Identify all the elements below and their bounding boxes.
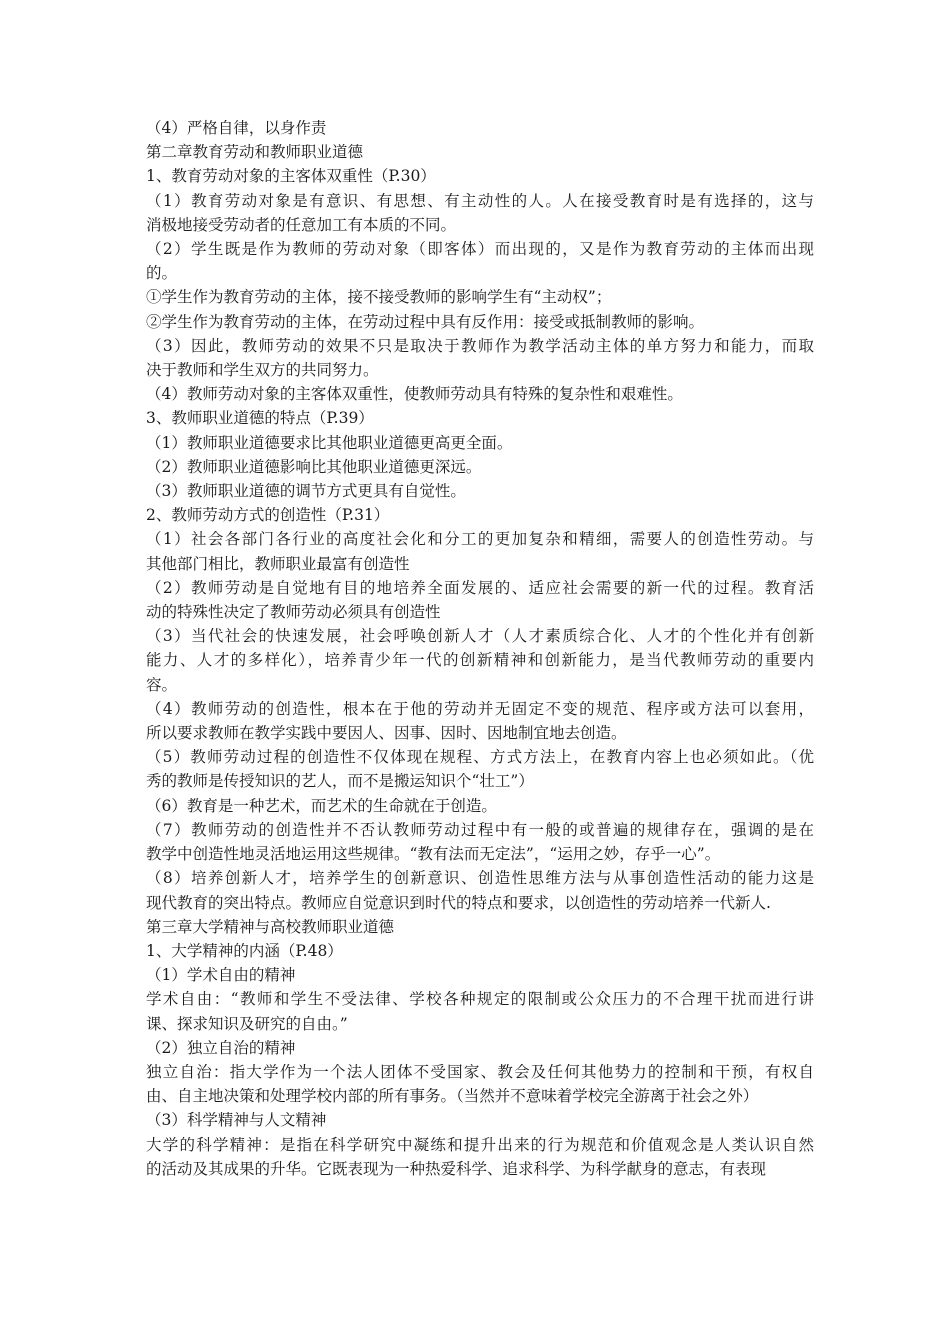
text-line: 第三章大学精神与高校教师职业道德 (146, 917, 395, 936)
text-line: 独立自治：指大学作为一个法人团体不受国家、教会及任何其他势力的控制和干预，有权自 (146, 1062, 814, 1081)
text-line: 动的特殊性决定了教师劳动必须具有创造性 (146, 603, 441, 622)
text-line: 第二章教育劳动和教师职业道德 (146, 143, 364, 162)
text-line: （4）教师劳动的创造性，根本在于他的劳动并无固定不变的规范、程序或方法可以套用， (146, 699, 814, 718)
paragraph (146, 406, 814, 430)
paragraph (146, 987, 814, 1035)
text-line: （1）学术自由的精神 (146, 966, 296, 985)
text-line: 由、自主地决策和处理学校内部的所有事务。（当然并不意味着学校完全游离于社会之外） (146, 1087, 759, 1106)
paragraph (146, 576, 814, 624)
text-line: 现代教育的突出特点。教师应自觉意识到时代的特点和要求，以创造性的劳动培养一代新人. (146, 893, 771, 912)
text-line: 学术自由：“教师和学生不受法律、学校各种规定的限制或公众压力的不合理干扰而进行讲 (146, 990, 814, 1009)
text-line: 其他部门相比，教师职业最富有创造性 (146, 554, 410, 573)
text-line: 3、教师职业道德的特点（P.39） (146, 409, 374, 428)
paragraph (146, 334, 814, 382)
text-line: （4）严格自律，以身作责 (146, 119, 327, 137)
text-line: 秀的教师是传授知识的艺人，而不是搬运知识个“壮工”） (146, 772, 534, 791)
paragraph (146, 1108, 814, 1132)
text-line: 所以要求教师在教学实践中要因人、因事、因时、因地制宜地去创造。 (146, 724, 627, 743)
paragraph (146, 1060, 814, 1108)
paragraph (146, 140, 814, 164)
paragraph (146, 915, 814, 939)
text-line: （2）教师劳动是自觉地有目的地培养全面发展的、适应社会需要的新一代的过程。教育活 (146, 578, 814, 597)
text-line: （5）教师劳动过程的创造性不仅体现在规程、方式方法上，在教育内容上也必须如此。（优 (146, 748, 814, 767)
text-line: ①学生作为教育劳动的主体，接不接受教师的影响学生有“主动权”； (146, 288, 612, 307)
paragraph (146, 310, 814, 334)
paragraph (146, 697, 814, 745)
paragraph (146, 503, 814, 527)
paragraph (146, 189, 814, 237)
text-line: 1、教育劳动对象的主客体双重性（P.30） (146, 167, 436, 186)
paragraph (146, 1133, 814, 1181)
paragraph (146, 285, 814, 309)
text-line: （4）教师劳动对象的主客体双重性，使教师劳动具有特殊的复杂性和艰难性。 (146, 385, 683, 404)
text-line: 的。 (146, 264, 178, 283)
paragraph (146, 455, 814, 479)
paragraph (146, 624, 814, 697)
paragraph (146, 939, 814, 963)
paragraph (146, 431, 814, 455)
text-line: （3）因此，教师劳动的效果不只是取决于教师作为教学活动主体的单方努力和能力，而取 (146, 336, 814, 355)
paragraph (146, 1036, 814, 1060)
paragraph (146, 116, 814, 140)
paragraph (146, 527, 814, 575)
text-line: （7）教师劳动的创造性并不否认教师劳动过程中有一般的或普遍的规律存在，强调的是在 (146, 820, 814, 839)
paragraph (146, 745, 814, 793)
text-line: （2）独立自治的精神 (146, 1038, 296, 1057)
text-line: （8）培养创新人才，培养学生的创新意识、创造性思维方法与从事创造性活动的能力这是 (146, 869, 814, 888)
text-line: （6）教育是一种艺术，而艺术的生命就在于创造。 (146, 796, 497, 815)
text-line: （3）教师职业道德的调节方式更具有自觉性。 (146, 482, 466, 501)
text-line: （2）教师职业道德影响比其他职业道德更深远。 (146, 457, 482, 476)
paragraph (146, 164, 814, 188)
paragraph (146, 818, 814, 866)
text-line: （3）科学精神与人文精神 (146, 1111, 327, 1130)
text-line: 消极地接受劳动者的任意加工有本质的不同。 (146, 215, 457, 234)
paragraph (146, 479, 814, 503)
text-line: 教学中创造性地灵活地运用这些规律。“教有法而无定法”，“运用之妙，存乎一心”。 (146, 845, 721, 864)
paragraph (146, 382, 814, 406)
text-line: 1、大学精神的内涵（P.48） (146, 941, 343, 960)
paragraph (146, 963, 814, 987)
text-line: 2、教师劳动方式的创造性（P.31） (146, 506, 390, 525)
text-line: ②学生作为教育劳动的主体，在劳动过程中具有反作用：接受或抵制教师的影响。 (146, 312, 705, 331)
text-line: （1）教师职业道德要求比其他职业道德更高更全面。 (146, 433, 513, 452)
paragraph (146, 866, 814, 914)
text-line: （3）当代社会的快速发展，社会呼唤创新人才（人才素质综合化、人才的个性化并有创新 (146, 627, 814, 646)
text-line: 决于教师和学生双方的共同努力。 (146, 361, 379, 380)
text-line: （1）社会各部门各行业的高度社会化和分工的更加复杂和精细，需要人的创造性劳动。与 (146, 530, 814, 549)
text-line: 课、探求知识及研究的自由。” (146, 1014, 348, 1033)
paragraph (146, 794, 814, 818)
document-page (146, 116, 814, 1181)
text-line: 大学的科学精神：是指在科学研究中凝练和提升出来的行为规范和价值观念是人类认识自然 (146, 1135, 814, 1154)
text-line: （1）教育劳动对象是有意识、有思想、有主动性的人。人在接受教育时是有选择的，这与 (146, 191, 814, 210)
text-line: （2）学生既是作为教师的劳动对象（即客体）而出现的，又是作为教育劳动的主体而出现 (146, 240, 814, 259)
text-line: 能力、人才的多样化），培养青少年一代的创新精神和创新能力，是当代教师劳动的重要内 (146, 651, 814, 670)
text-line: 的活动及其成果的升华。它既表现为一种热爱科学、追求科学、为科学献身的意志，有表现 (146, 1159, 767, 1178)
paragraph (146, 237, 814, 285)
text-line: 容。 (146, 675, 178, 694)
